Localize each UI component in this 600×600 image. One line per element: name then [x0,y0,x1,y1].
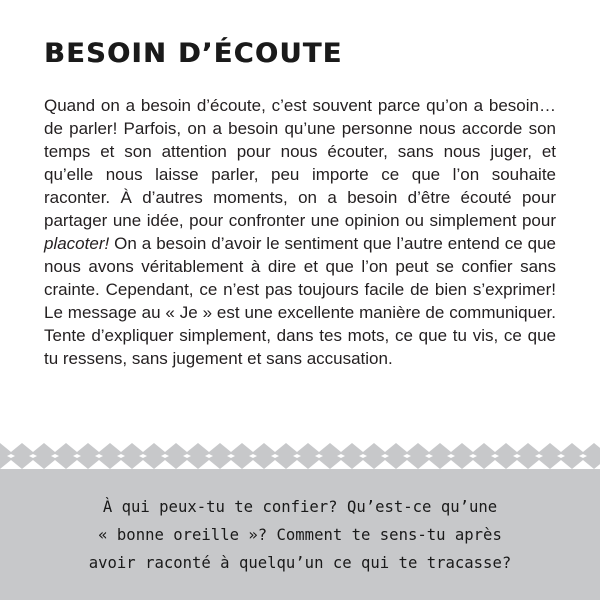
paragraph-part2: On a besoin d’avoir le sentiment que l’autre entend ce que nous avons véritablement à dire et que l’on peut se confier sans crainte. Cependant, ce n’est pas toujours facile de bien s’exprimer! Le message au « Je » est une excellente manière de communiquer. Tente d’expliquer simplement, dans tes mots, ce que tu vis, ce que tu ressens, sans jugement et sans accusation. [44,234,556,368]
reflection-questions [30,493,570,577]
question-line-1: À qui peux-tu te confier? Qu’est-ce qu’une [102,498,498,516]
question-line-3: avoir raconté à quelqu’un ce qui te tracasse? [88,554,512,572]
body-paragraph [44,94,556,370]
zigzag-pattern [0,443,600,469]
paragraph-part1: Quand on a besoin d’écoute, c’est souvent parce qu’on a besoin… de parler! Parfois, on a besoin qu’une personne nous accorde son temps et son attention pour nous écouter, sans nous juger, et qu’elle nous laisse parler, peu importe ce que l’on souhaite raconter. À d’autres moments, on a besoin d’être écouté pour partager une idée, pour confronter une opinion ou simplement pour [44,96,556,230]
question-line-2: « bonne oreille »? Comment te sens-tu après [98,526,502,544]
page-title: BESOIN D’ÉCOUTE [44,38,343,69]
paragraph-italic-word: placoter! [44,234,110,253]
decorative-pattern-band [0,443,600,469]
question-panel [0,469,600,600]
